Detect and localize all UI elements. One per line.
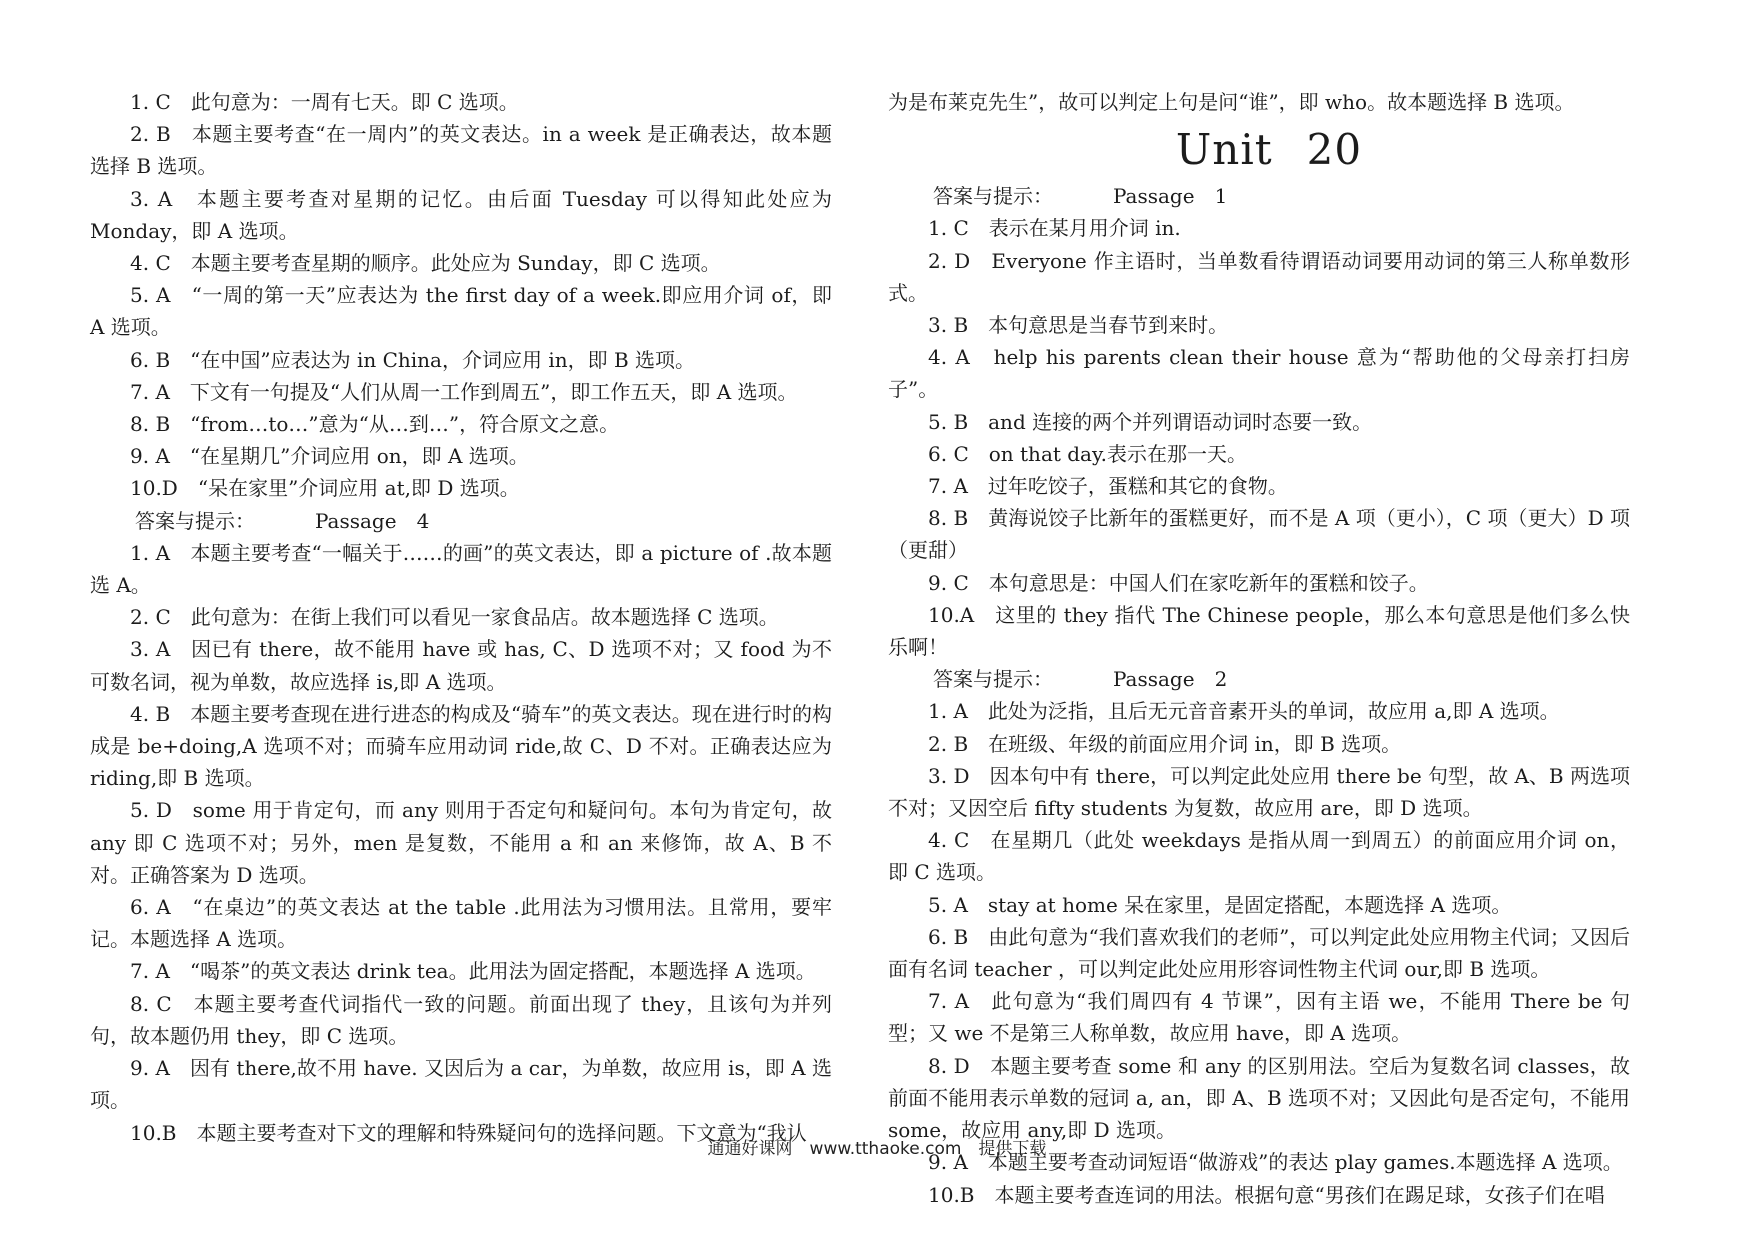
answer-item: 3. A 本题主要考查对星期的记忆。由后面 Tuesday 可以得知此处应为 Monday，即 A 选项。	[90, 186, 832, 243]
answer-item: 3. A 因已有 there，故不能用 have 或 has, C、D 选项不对；又 food 为不可数名词，视为单数，故应选择 is,即 A 选项。	[90, 637, 832, 694]
answer-heading	[90, 505, 832, 537]
answer-item: 10.A 这里的 they 指代 The Chinese people，那么本句意思是他们多么快乐啊！	[888, 602, 1630, 660]
answer-item: 7. A 过年吃饺子，蛋糕和其它的食物。	[928, 474, 1288, 499]
answer-item: 10.B 本题主要考查连词的用法。根据句意“男孩们在踢足球，女孩子们在唱	[928, 1182, 1605, 1207]
right-column	[888, 86, 1630, 1211]
answer-item: 10.D “呆在家里”介词应用 at,即 D 选项。	[130, 476, 520, 501]
answer-item: 9. A 本题主要考查动词短语“做游戏”的表达 play games.本题选择 A 选项。	[928, 1150, 1623, 1175]
answer-item: 9. A “在星期几”介词应用 on，即 A 选项。	[130, 444, 529, 469]
unit-word: Unit	[1175, 125, 1273, 175]
answer-item: 1. A 此处为泛指，且后无元音音素开头的单词，故应用 a,即 A 选项。	[928, 699, 1560, 724]
answer-item: 5. D some 用于肯定句，而 any 则用于否定句和疑问句。本句为肯定句，故 any 即 C 选项不对；另外，men 是复数，不能用 a 和 an 来修饰，故 A、B 不对。正确答案为 D 选项。	[90, 798, 832, 887]
answer-heading	[888, 180, 1630, 212]
answer-item: 3. B 本句意思是当春节到来时。	[928, 313, 1229, 338]
answer-item: 7. A “喝茶”的英文表达 drink tea。此用法为固定搭配，本题选择 A 选项。	[130, 959, 816, 984]
answer-item: 1. A 本题主要考查“一幅关于……的画”的英文表达，即 a picture of .故本题选 A。	[90, 540, 832, 598]
answer-item: 10.B 本题主要考查对下文的理解和特殊疑问句的选择问题。下文意为“我认	[130, 1120, 807, 1145]
unit-title	[888, 122, 1630, 178]
passage-label: Passage 2	[1113, 667, 1228, 692]
answer-item: 7. A 此句意为“我们周四有 4 节课”，因有主语 we，不能用 There be 句型；又 we 不是第三人称单数，故应用 have，即 A 选项。	[888, 989, 1630, 1046]
answer-item: 5. A stay at home 呆在家里，是固定搭配，本题选择 A 选项。	[928, 892, 1512, 917]
answer-item: 8. B “from…to…”意为“从…到…”，符合原文之意。	[130, 412, 620, 437]
right-answer-list	[888, 180, 1630, 1211]
answer-item: 7. A 下文有一句提及“人们从周一工作到周五”，即工作五天，即 A 选项。	[130, 379, 798, 404]
answer-heading-label: 答案与提示：	[933, 667, 1053, 692]
page-footer: 通通好课网 www.tthaoke.com 提供下载	[707, 1139, 1047, 1159]
answer-item: 4. A help his parents clean their house 意为“帮助他的父母亲打扫房子”。	[888, 345, 1630, 402]
answer-item: 2. B 本题主要考查“在一周内”的英文表达。in a week 是正确表达，故本题选择 B 选项。	[90, 122, 832, 179]
answer-item: 2. D Everyone 作主语时，当单数看待谓语动词要用动词的第三人称单数形式。	[888, 248, 1630, 305]
answer-item: 9. A 因有 there,故不用 have. 又因后为 a car，为单数，故应用 is，即 A 选项。	[90, 1056, 832, 1113]
answer-item: 1. C 表示在某月用介词 in.	[928, 216, 1181, 241]
answer-item: 9. C 本句意思是：中国人们在家吃新年的蛋糕和饺子。	[928, 570, 1429, 595]
answer-item: 6. B 由此句意为“我们喜欢我们的老师”，可以判定此处应用物主代词；又因后面有名词 teacher ，可以判定此处应用形容词性物主代词 our,即 B 选项。	[888, 924, 1630, 982]
answer-item: 8. D 本题主要考查 some 和 any 的区别用法。空后为复数名词 classes，故前面不能用表示单数的冠词 a, an，即 A、B 选项不对；又因此句是否定句，不能用 some，故应用 any,即 D 选项。	[888, 1053, 1630, 1143]
answer-item: 4. C 在星期几（此处 weekdays 是指从周一到周五）的前面应用介词 on，即 C 选项。	[888, 828, 1630, 885]
continued-paragraph: 为是布莱克先生”，故可以判定上句是问“谁”，即 who。故本题选择 B 选项。	[888, 90, 1575, 114]
passage-label: Passage 1	[1113, 184, 1228, 209]
passage-label: Passage 4	[315, 508, 430, 533]
answer-item: 8. C 本题主要考查代词指代一致的问题。前面出现了 they，且该句为并列句，故本题仍用 they，即 C 选项。	[90, 991, 832, 1048]
answer-item: 5. A “一周的第一天”应表达为 the first day of a week.即应用介词 of，即 A 选项。	[90, 283, 832, 340]
answer-item: 8. B 黄海说饺子比新年的蛋糕更好，而不是 A 项（更小），C 项（更大）D 项（更甜）	[888, 506, 1630, 563]
unit-number: 20	[1306, 125, 1363, 175]
left-column	[90, 86, 832, 1149]
answer-heading	[888, 663, 1630, 695]
answer-heading-label: 答案与提示：	[933, 184, 1053, 209]
answer-item: 4. B 本题主要考查现在进行进态的构成及“骑车”的英文表达。现在进行时的构成是 be+doing,A 选项不对；而骑车应用动词 ride,故 C、D 不对。正确表达应为 riding,即 B 选项。	[90, 701, 832, 791]
answer-item: 6. C on that day.表示在那一天。	[928, 441, 1247, 466]
answer-item: 2. C 此句意为：在街上我们可以看见一家食品店。故本题选择 C 选项。	[130, 605, 779, 630]
answer-item: 5. B and 连接的两个并列谓语动词时态要一致。	[928, 409, 1373, 434]
answer-item: 3. D 因本句中有 there，可以判定此处应用 there be 句型，故 A、B 两选项不对；又因空后 fifty students 为复数，故应用 are，即 D 选项。	[888, 763, 1630, 821]
answer-item: 2. B 在班级、年级的前面应用介词 in，即 B 选项。	[928, 731, 1402, 756]
answer-heading-label: 答案与提示：	[135, 508, 255, 533]
answer-item: 6. A “在桌边”的英文表达 at the table .此用法为习惯用法。且常用，要牢记。本题选择 A 选项。	[90, 895, 832, 952]
answer-item: 4. C 本题主要考查星期的顺序。此处应为 Sunday，即 C 选项。	[130, 251, 721, 276]
answer-item: 6. B “在中国”应表达为 in China，介词应用 in，即 B 选项。	[130, 347, 696, 372]
answer-item: 1. C 此句意为：一周有七天。即 C 选项。	[130, 90, 519, 114]
